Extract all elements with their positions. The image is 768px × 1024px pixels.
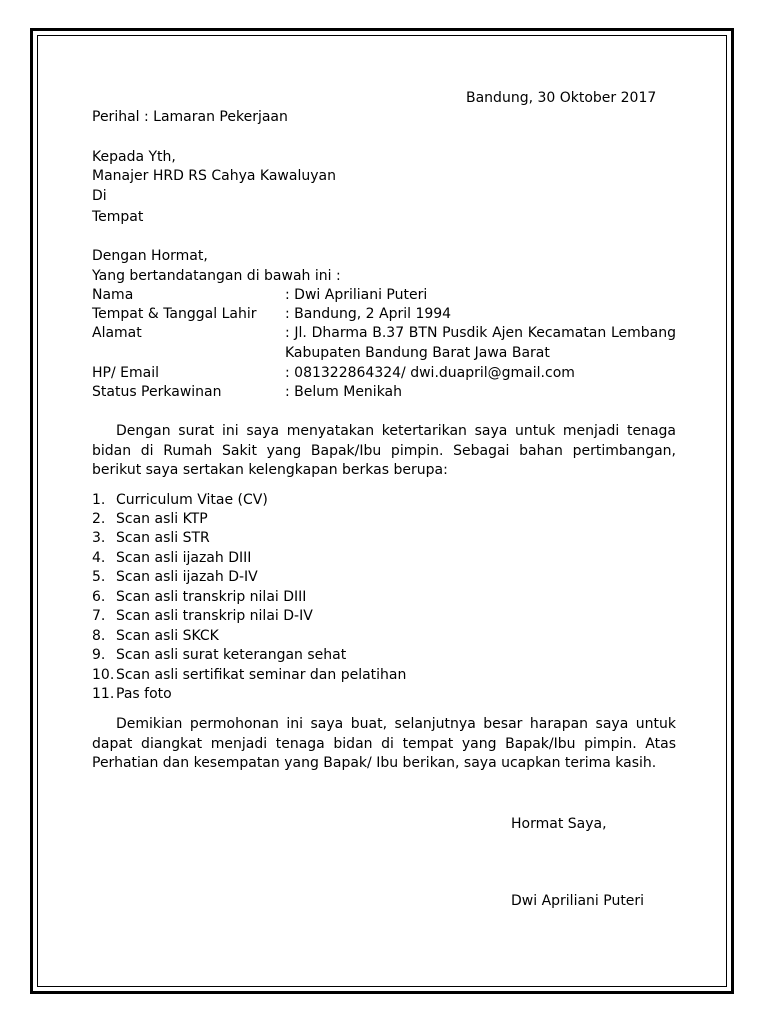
subject-line: Perihal : Lamaran Pekerjaan	[92, 109, 288, 125]
detail-value: : Bandung, 2 April 1994	[285, 306, 452, 322]
recipient-line-2: Manajer HRD RS Cahya Kawaluyan	[92, 168, 336, 184]
detail-label: Tempat & Tanggal Lahir	[92, 306, 257, 322]
recipient-line-3: Di	[92, 188, 107, 204]
attachment-item: Pas foto	[116, 686, 172, 702]
detail-label: Nama	[92, 287, 134, 303]
attachment-item: Scan asli surat keterangan sehat	[116, 647, 347, 663]
attachment-item: Scan asli transkrip nilai D-IV	[116, 608, 313, 624]
attachment-number: 11.	[92, 686, 115, 702]
attachment-item: Scan asli KTP	[116, 511, 208, 527]
attachment-item: Scan asli transkrip nilai DIII	[116, 589, 307, 605]
detail-label: Status Perkawinan	[92, 384, 222, 400]
attachment-number: 4.	[92, 550, 106, 566]
detail-value: : Jl. Dharma B.37 BTN Pusdik Ajen Kecamatan Lembang	[285, 325, 676, 341]
detail-value: : Dwi Apriliani Puteri	[285, 287, 428, 303]
attachment-number: 8.	[92, 628, 106, 644]
attachment-number: 2.	[92, 511, 106, 527]
body-paragraph-2: Demikian permohonan ini saya buat, selanjutnya besar harapan saya untuk dapat diangkat menjadi tenaga bidan di tempat yang Bapak/Ibu pimpin. Atas Perhatian dan kesempatan yang Bapak/ Ibu berikan, saya ucapkan terima kasih.	[92, 716, 676, 771]
signer-name: Dwi Apriliani Puteri	[511, 893, 645, 909]
attachment-item: Curriculum Vitae (CV)	[116, 492, 268, 508]
detail-label: Alamat	[92, 325, 142, 341]
attachment-number: 10.	[92, 667, 115, 683]
attachment-item: Scan asli ijazah DIII	[116, 550, 252, 566]
detail-value: : 081322864324/ dwi.duapril@gmail.com	[285, 365, 575, 381]
recipient-line-1: Kepada Yth,	[92, 149, 176, 165]
body-paragraph-1: Dengan surat ini saya menyatakan ketertarikan saya untuk menjadi tenaga bidan di Rumah Sakit yang Bapak/Ibu pimpin. Sebagai bahan pertimbangan, berikut saya sertakan kelengkapan berkas berupa:	[92, 423, 676, 478]
attachment-item: Scan asli sertifikat seminar dan pelatihan	[116, 667, 407, 683]
attachment-number: 3.	[92, 530, 106, 546]
closing-salutation: Hormat Saya,	[511, 816, 607, 832]
attachment-item: Scan asli SKCK	[116, 628, 219, 644]
attachment-item: Scan asli STR	[116, 530, 210, 546]
attachment-number: 5.	[92, 569, 106, 585]
detail-label: HP/ Email	[92, 365, 159, 381]
recipient-line-4: Tempat	[92, 209, 144, 225]
attachment-number: 9.	[92, 647, 106, 663]
attachment-number: 6.	[92, 589, 106, 605]
attachment-item: Scan asli ijazah D-IV	[116, 569, 258, 585]
attachment-number: 1.	[92, 492, 106, 508]
place-date: Bandung, 30 Oktober 2017	[466, 90, 657, 106]
detail-value: : Belum Menikah	[285, 384, 403, 400]
attachment-number: 7.	[92, 608, 106, 624]
greeting: Dengan Hormat,	[92, 248, 208, 264]
intro-line: Yang bertandatangan di bawah ini :	[92, 268, 341, 284]
detail-value-continued: Kabupaten Bandung Barat Jawa Barat	[285, 345, 550, 361]
